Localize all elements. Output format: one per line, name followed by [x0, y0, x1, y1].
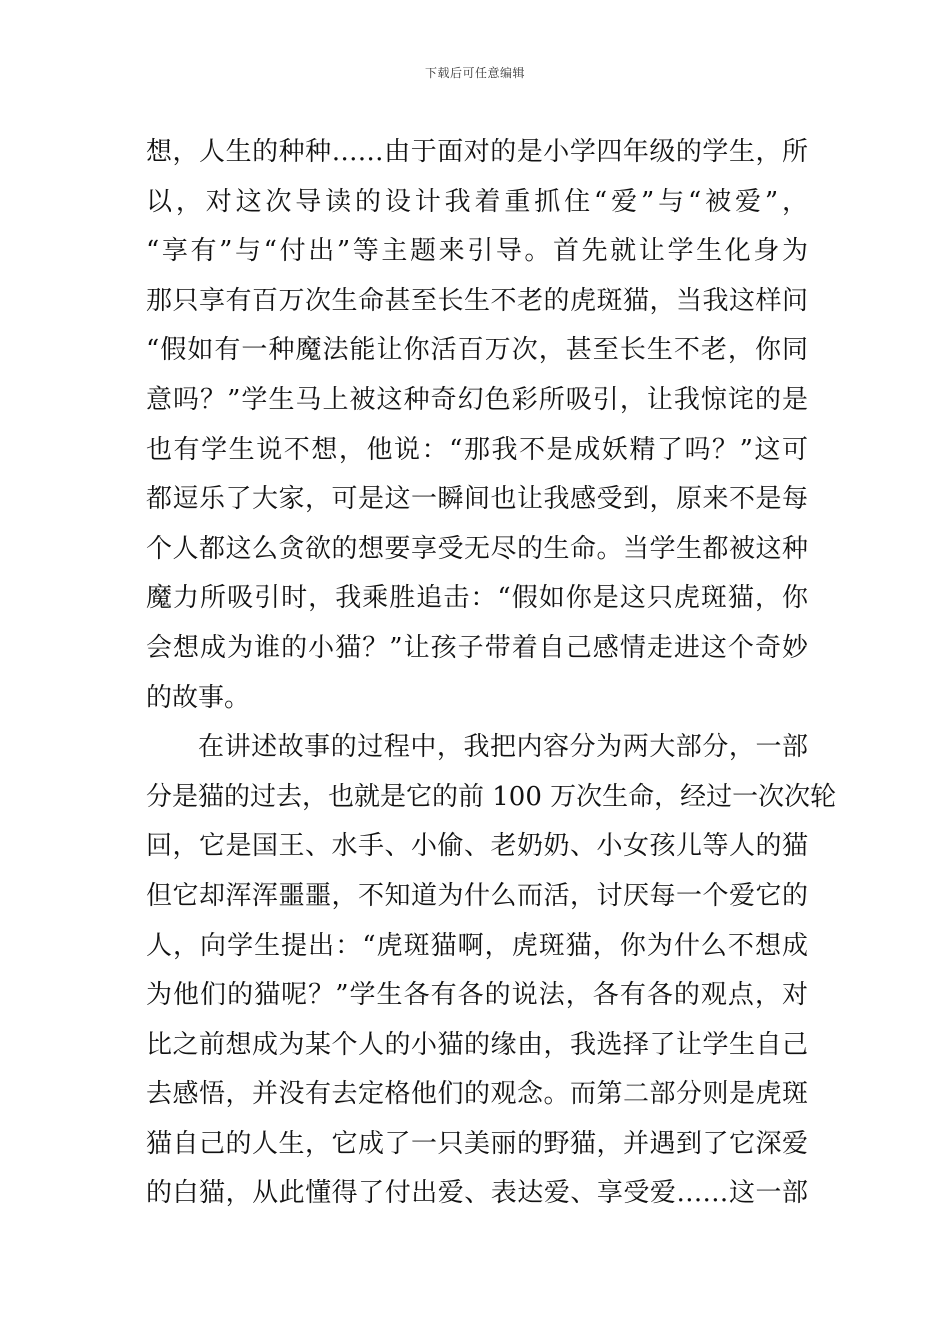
text-line: 人，向学生提出：“虎斑猫啊，虎斑猫，你为什么不想成	[146, 930, 808, 961]
text-line: 但它却浑浑噩噩，不知道为什么而活，讨厌每一个爱它的	[146, 880, 808, 911]
text-line: 的故事。	[146, 682, 251, 713]
text-line: 以，对这次导读的设计我着重抓住“爱”与“被爱”，	[146, 186, 808, 217]
text-line: 想，人生的种种……由于面对的是小学四年级的学生，所	[146, 137, 808, 167]
text-line: 猫自己的人生，它成了一只美丽的野猫，并遇到了它深爱	[146, 1128, 808, 1159]
text-line: 意吗？”学生马上被这种奇幻色彩所吸引，让我惊诧的是	[146, 384, 808, 415]
text-line: 也有学生说不想，他说：“那我不是成妖精了吗？”这可	[146, 434, 808, 465]
body-text	[146, 128, 837, 1219]
text-line: 在讲述故事的过程中，我把内容分为两大部分，一部	[198, 732, 808, 763]
text-line: 都逗乐了大家，可是这一瞬间也让我感受到，原来不是每	[146, 484, 808, 515]
text-line: 会想成为谁的小猫？”让孩子带着自己感情走进这个奇妙	[146, 632, 808, 663]
text-line: 为他们的猫呢？”学生各有各的说法，各有各的观点，对	[146, 980, 808, 1011]
text-line: “假如有一种魔法能让你活百万次，甚至长生不老，你同	[146, 335, 808, 366]
text-line: 分是猫的过去，也就是它的前 100 万次生命，经过一次次轮	[146, 781, 837, 812]
text-line: 回，它是国王、水手、小偷、老奶奶、小女孩儿等人的猫	[146, 831, 808, 862]
text-line: 魔力所吸引时，我乘胜追击：“假如你是这只虎斑猫，你	[146, 583, 808, 614]
page-header: 下载后可任意编辑	[424, 66, 525, 80]
text-line: 个人都这么贪欲的想要享受无尽的生命。当学生都被这种	[146, 533, 808, 564]
text-line: 的白猫，从此懂得了付出爱、表达爱、享受爱……这一部	[146, 1178, 808, 1209]
text-line: 去感悟，并没有去定格他们的观念。而第二部分则是虎斑	[146, 1079, 808, 1110]
text-line: 比之前想成为某个人的小猫的缘由，我选择了让学生自己	[146, 1029, 808, 1060]
text-line: “享有”与“付出”等主题来引导。首先就让学生化身为	[146, 236, 808, 267]
text-line: 那只享有百万次生命甚至长生不老的虎斑猫，当我这样问	[146, 285, 808, 316]
